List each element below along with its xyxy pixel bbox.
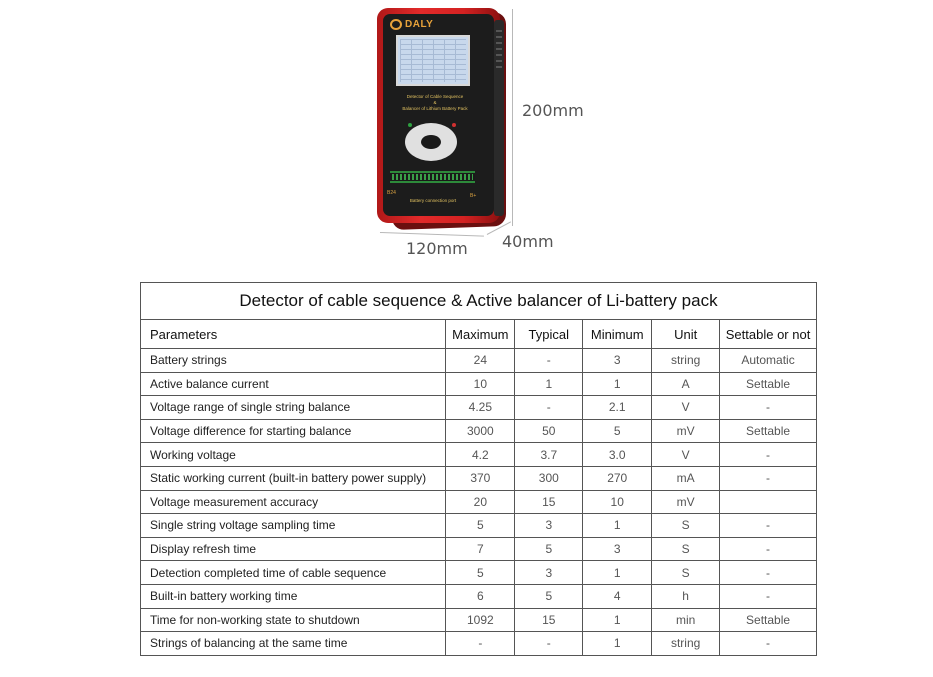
cell-typical: 3 [515, 514, 583, 538]
cell-settable: - [720, 632, 817, 656]
cell-minimum: 5 [583, 419, 652, 443]
cell-maximum: 370 [446, 466, 515, 490]
cell-typical: 3 [515, 561, 583, 585]
table-row [141, 349, 817, 373]
cell-minimum: 2.1 [583, 396, 652, 420]
connector-left-label: B24 [387, 190, 396, 196]
header-parameters: Parameters [141, 320, 446, 349]
device-caption-line: & [433, 100, 437, 105]
cell-typical: 5 [515, 584, 583, 608]
cell-minimum: 1 [583, 608, 652, 632]
cell-maximum: 3000 [446, 419, 515, 443]
cell-maximum: 6 [446, 584, 515, 608]
cell-maximum: 10 [446, 372, 515, 396]
cell-parameter: Static working current (built-in battery power supply) [141, 466, 446, 490]
header-typical: Typical [515, 320, 583, 349]
device-figure [0, 0, 933, 270]
cell-unit: h [652, 584, 720, 608]
keypad-center-button [421, 135, 441, 149]
header-minimum: Minimum [583, 320, 652, 349]
screen-table-grid [400, 39, 466, 82]
cell-typical: 1 [515, 372, 583, 396]
cell-parameter: Built-in battery working time [141, 584, 446, 608]
cell-maximum: 4.25 [446, 396, 515, 420]
spec-table [140, 282, 817, 656]
brand-logo-icon [390, 19, 402, 30]
cell-settable: - [720, 466, 817, 490]
table-row [141, 632, 817, 656]
cell-parameter: Detection completed time of cable sequence [141, 561, 446, 585]
vent-slot [496, 60, 502, 62]
table-row [141, 443, 817, 467]
cell-unit: V [652, 396, 720, 420]
table-title: Detector of cable sequence & Active balancer of Li-battery pack [141, 283, 817, 320]
cell-parameter: Single string voltage sampling time [141, 514, 446, 538]
table-row [141, 584, 817, 608]
cell-minimum: 1 [583, 514, 652, 538]
cell-typical: 300 [515, 466, 583, 490]
cell-settable: - [720, 396, 817, 420]
cell-unit: S [652, 561, 720, 585]
cell-minimum: 4 [583, 584, 652, 608]
cell-typical: - [515, 349, 583, 373]
cell-unit: mV [652, 419, 720, 443]
width-dimension: 120mm [406, 239, 468, 258]
cell-parameter: Voltage difference for starting balance [141, 419, 446, 443]
cell-settable: Settable [720, 419, 817, 443]
depth-dimension: 40mm [502, 232, 554, 251]
cell-settable: - [720, 537, 817, 561]
cell-minimum: 3 [583, 349, 652, 373]
height-dimension: 200mm [522, 101, 584, 120]
port-label: Battery connection port [409, 198, 457, 203]
table-title-row [141, 283, 817, 320]
header-settable: Settable or not [720, 320, 817, 349]
brand-name: DALY [405, 19, 434, 30]
cell-typical: 15 [515, 608, 583, 632]
table-row [141, 514, 817, 538]
cell-maximum: 5 [446, 561, 515, 585]
cell-parameter: Strings of balancing at the same time [141, 632, 446, 656]
cell-minimum: 1 [583, 372, 652, 396]
cell-typical: 3.7 [515, 443, 583, 467]
cell-settable: - [720, 561, 817, 585]
cell-maximum: 24 [446, 349, 515, 373]
cell-settable [720, 490, 817, 514]
vent-slot [496, 42, 502, 44]
cell-maximum: 7 [446, 537, 515, 561]
power-on-indicator-icon [408, 123, 412, 127]
vent-slot [496, 66, 502, 68]
cell-parameter: Display refresh time [141, 537, 446, 561]
cell-maximum: 4.2 [446, 443, 515, 467]
vent-slot [496, 48, 502, 50]
cell-settable: - [720, 514, 817, 538]
vent-slot [496, 30, 502, 32]
cell-unit: A [652, 372, 720, 396]
cell-typical: 5 [515, 537, 583, 561]
cell-settable: - [720, 584, 817, 608]
header-maximum: Maximum [446, 320, 515, 349]
table-header-row [141, 320, 817, 349]
cell-parameter: Voltage measurement accuracy [141, 490, 446, 514]
cell-maximum: 20 [446, 490, 515, 514]
connector-right-label: B+ [470, 193, 477, 199]
cell-minimum: 1 [583, 561, 652, 585]
vent-slot [496, 54, 502, 56]
cell-unit: string [652, 632, 720, 656]
cell-typical: 50 [515, 419, 583, 443]
width-dimension-line [380, 232, 484, 237]
cell-minimum: 3 [583, 537, 652, 561]
cell-settable: Settable [720, 372, 817, 396]
cell-settable: Settable [720, 608, 817, 632]
cell-typical: 15 [515, 490, 583, 514]
cell-parameter: Active balance current [141, 372, 446, 396]
cell-minimum: 10 [583, 490, 652, 514]
cell-settable: - [720, 443, 817, 467]
cell-typical: - [515, 396, 583, 420]
cell-maximum: 1092 [446, 608, 515, 632]
device-caption-line: Balancer of Lithium Battery Pack [402, 106, 468, 111]
cell-minimum: 1 [583, 632, 652, 656]
cell-unit: string [652, 349, 720, 373]
height-dimension-line [512, 9, 513, 226]
table-row [141, 372, 817, 396]
cell-unit: mA [652, 466, 720, 490]
cell-parameter: Voltage range of single string balance [141, 396, 446, 420]
cell-maximum: 5 [446, 514, 515, 538]
cell-parameter: Battery strings [141, 349, 446, 373]
cell-unit: S [652, 537, 720, 561]
table-row [141, 561, 817, 585]
vent-slot [496, 36, 502, 38]
power-off-indicator-icon [452, 123, 456, 127]
table-row [141, 466, 817, 490]
cell-minimum: 270 [583, 466, 652, 490]
table-row [141, 419, 817, 443]
table-row [141, 396, 817, 420]
cell-parameter: Time for non-working state to shutdown [141, 608, 446, 632]
device-caption-line: Detector of Cable Sequence [406, 94, 464, 99]
table-row [141, 608, 817, 632]
table-row [141, 490, 817, 514]
cell-parameter: Working voltage [141, 443, 446, 467]
header-unit: Unit [652, 320, 720, 349]
cell-typical: - [515, 632, 583, 656]
cell-unit: min [652, 608, 720, 632]
cell-minimum: 3.0 [583, 443, 652, 467]
connector-pins [392, 174, 473, 180]
cell-maximum: - [446, 632, 515, 656]
cell-settable: Automatic [720, 349, 817, 373]
cell-unit: V [652, 443, 720, 467]
table-row [141, 537, 817, 561]
cell-unit: mV [652, 490, 720, 514]
cell-unit: S [652, 514, 720, 538]
